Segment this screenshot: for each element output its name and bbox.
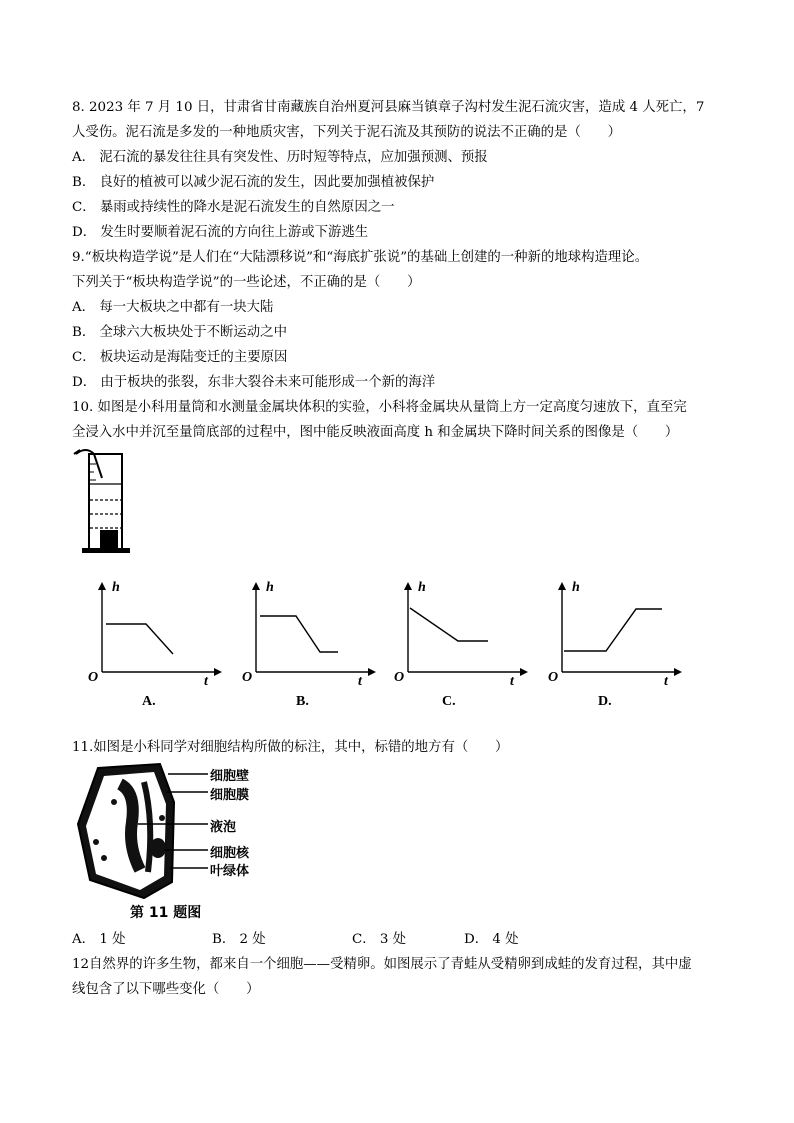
q8-stem-line1: 8. 2023 年 7 月 10 日，甘肃省甘南藏族自治州夏河县麻当镇章子沟村发生泥石流灾害，造成 4 人死亡，7 (72, 100, 705, 115)
q9-option-a: A． 每一大板块之中都有一块大陆 (72, 300, 274, 315)
graph-b-option-label: B. (296, 694, 309, 709)
q12-stem-line1: 12自然界的许多生物，都来自一个细胞——受精卵。如图展示了青蛙从受精卵到成蛙的发育过程，其中虚 (72, 957, 692, 972)
q8-option-d: D． 发生时要顺着泥石流的方向往上游或下游逃生 (72, 225, 369, 240)
q10-stem-line2: 全浸入水中并沉至量筒底部的过程中，图中能反映液面高度 h 和金属块下降时间关系的图像是（ ） (72, 425, 679, 440)
q8-option-c: C． 暴雨或持续性的降水是泥石流发生的自然原因之一 (72, 200, 395, 215)
q11-option-c: C． 3 处 (352, 932, 407, 947)
graph-a-y-label: h (112, 580, 120, 595)
cell-label-vacuole: 液泡 (210, 820, 237, 835)
q11-options (72, 931, 519, 949)
q8-option-a: A． 泥石流的暴发往往具有突发性、历时短等特点，应加强预测、预报 (72, 150, 488, 165)
cell-structure-figure (74, 762, 294, 927)
graph-d-x-label: t (664, 674, 668, 689)
cell-label-cell-membrane: 细胞膜 (210, 788, 250, 803)
graph-c-origin: O (394, 670, 405, 685)
cell-label-cell-wall: 细胞壁 (210, 769, 250, 784)
graph-c-option-label: C. (442, 694, 456, 709)
cell-label-nucleus: 细胞核 (210, 846, 250, 861)
graduated-cylinder-figure (72, 444, 142, 556)
graph-b-y-label: h (266, 580, 274, 595)
graph-b-x-label: t (358, 674, 362, 689)
q11-option-d: D． 4 处 (464, 932, 519, 947)
q9-option-b: B． 全球六大板块处于不断运动之中 (72, 325, 287, 340)
graph-b[interactable] (232, 578, 382, 718)
q9-option-c: C． 板块运动是海陆变迁的主要原因 (72, 350, 288, 365)
graph-d-origin: O (548, 670, 559, 685)
graph-a-x-label: t (204, 674, 208, 689)
cell-label-chloroplast: 叶绿体 (210, 864, 250, 879)
q8-option-b: B． 良好的植被可以减少泥石流的发生，因此要加强植被保护 (72, 175, 435, 190)
q9-stem-line1: 9.“板块构造学说”是人们在“大陆漂移说”和“海底扩张说”的基础上创建的一种新的地球构造理论。 (72, 250, 649, 265)
q9-stem-line2: 下列关于“板块构造学说”的一些论述，不正确的是（ ） (72, 275, 421, 290)
graph-b-origin: O (242, 670, 253, 685)
graph-c[interactable] (384, 578, 534, 718)
graph-d[interactable] (538, 578, 688, 718)
figure-caption: 第 11 题图 (130, 905, 202, 921)
graph-d-y-label: h (572, 580, 580, 595)
q11-stem: 11.如图是小科同学对细胞结构所做的标注，其中，标错的地方有（ ） (72, 740, 509, 755)
q12-stem-line2: 线包含了以下哪些变化（ ） (72, 982, 260, 997)
graph-a-origin: O (88, 670, 99, 685)
graph-a-option-label: A. (142, 694, 156, 709)
q10-stem-line1: 10. 如图是小科用量筒和水测量金属块体积的实验，小科将金属块从量筒上方一定高度匀速放下，直至完 (72, 400, 687, 415)
q11-option-a: A． 1 处 (72, 932, 126, 947)
q11-option-b: B． 2 处 (212, 932, 266, 947)
graph-c-x-label: t (510, 674, 514, 689)
graph-a[interactable] (78, 578, 228, 718)
graph-d-option-label: D. (598, 694, 612, 709)
graph-c-y-label: h (418, 580, 426, 595)
q8-stem-line2: 人受伤。泥石流是多发的一种地质灾害，下列关于泥石流及其预防的说法不正确的是（ ） (72, 125, 622, 140)
q9-option-d: D． 由于板块的张裂，东非大裂谷未来可能形成一个新的海洋 (72, 375, 436, 390)
